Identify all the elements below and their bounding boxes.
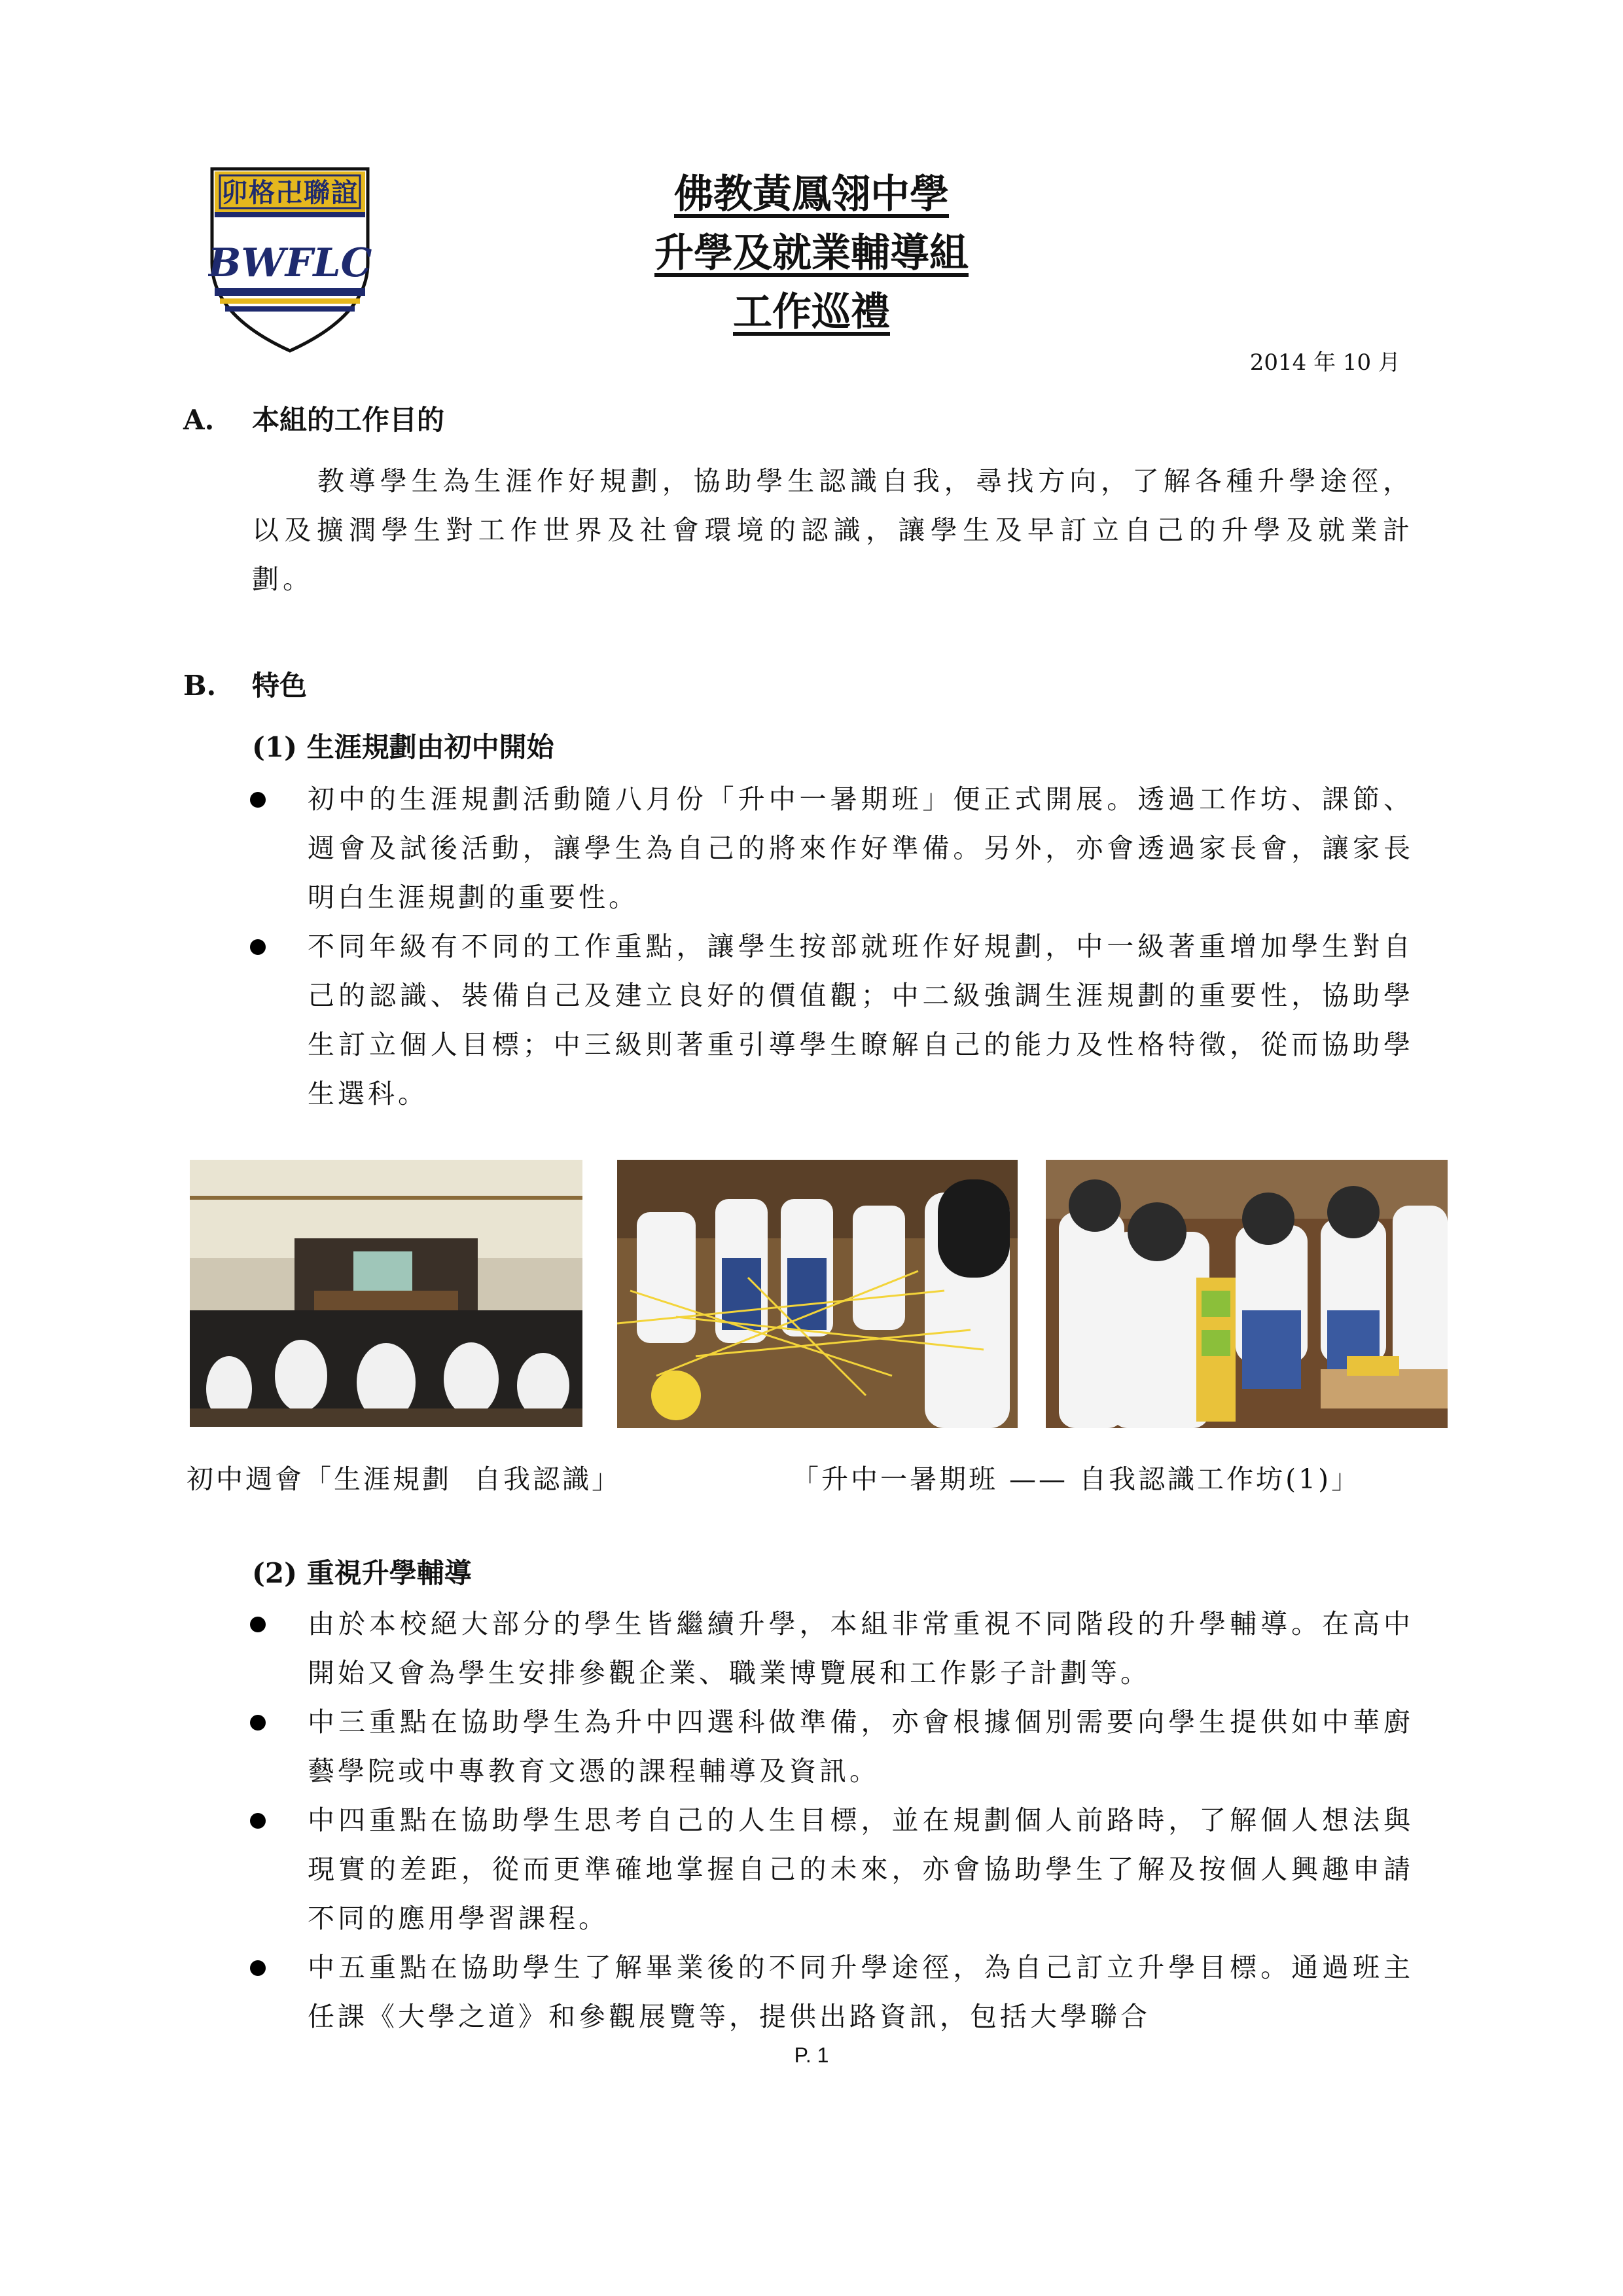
section-b-title: 特色 (252, 670, 308, 702)
page-number: P. 1 (794, 2043, 829, 2067)
list-item: 不同年級有不同的工作重點，讓學生按部就班作好規劃，中一級著重增加學生對自己的認識、裝備自己及建立良好的價值觀；中二級強調生涯規劃的重要性，協助學生訂立個人目標；中三級則著重引導學生瞭解自己的能力及性格特徵，從而協助學生選科。 (308, 922, 1414, 1119)
part2-heading: (2) 重視升學輔導 (252, 1557, 472, 1589)
photo-caption-right: 「升中一暑期班 —— 自我認識工作坊(1)」 (792, 1463, 1361, 1495)
section-b-label: B. (183, 670, 217, 702)
section-a-paragraph: 教導學生為生涯作好規劃，協助學生認識自我，尋找方向，了解各種升學途徑，以及擴潤學生對工作世界及社會環境的認識，讓學生及早訂立自己的升學及就業計劃。 (252, 465, 1414, 595)
string-game-workshop-photo (617, 1160, 1018, 1428)
school-crest-logo (208, 165, 372, 355)
section-b-heading (183, 666, 307, 706)
list-item: 中五重點在協助學生了解畢業後的不同升學途徑，為自己訂立升學目標。通過班主任課《大學之道》和參觀展覽等，提供出路資訊，包括大學聯合 (308, 1943, 1414, 2041)
tower-building-workshop-photo (1046, 1160, 1448, 1428)
school-name-title: 佛教黃鳳翎中學 (674, 171, 949, 217)
part1-heading: (1) 生涯規劃由初中開始 (252, 731, 554, 763)
list-item: 中三重點在協助學生為升中四選科做準備，亦會根據個別需要向學生提供如中華廚藝學院或中專教育文憑的課程輔導及資訊。 (308, 1698, 1414, 1796)
document-date: 2014 年 10 月 (1249, 350, 1400, 376)
assembly-hall-photo (190, 1160, 582, 1427)
svg-text:BWFLC: BWFLC (208, 240, 372, 286)
svg-text:卯格卍聯誼: 卯格卍聯誼 (221, 178, 359, 208)
list-item: 初中的生涯規劃活動隨八月份「升中一暑期班」便正式開展。透過工作坊、課節、週會及試後活動，讓學生為自己的將來作好準備。另外，亦會透過家長會，讓家長明白生涯規劃的重要性。 (308, 775, 1414, 922)
section-a-label: A. (183, 404, 215, 436)
list-item: 由於本校絕大部分的學生皆繼續升學，本組非常重視不同階段的升學輔導。在高中開始又會為學生安排參觀企業、職業博覽展和工作影子計劃等。 (308, 1600, 1414, 1698)
section-a-title: 本組的工作目的 (252, 404, 445, 436)
photo-caption-left: 初中週會「生涯規劃 自我認識」 (187, 1463, 622, 1495)
document-title: 工作巡禮 (733, 289, 890, 335)
part1-bullet-list (308, 775, 1414, 1119)
list-item: 中四重點在協助學生思考自己的人生目標，並在規劃個人前路時，了解個人想法與現實的差距，從而更準確地掌握自己的未來，亦會協助學生了解及按個人興趣申請不同的應用學習課程。 (308, 1796, 1414, 1943)
section-a-heading (183, 401, 444, 440)
part2-bullet-list (308, 1600, 1414, 2041)
department-title: 升學及就業輔導組 (654, 230, 969, 276)
